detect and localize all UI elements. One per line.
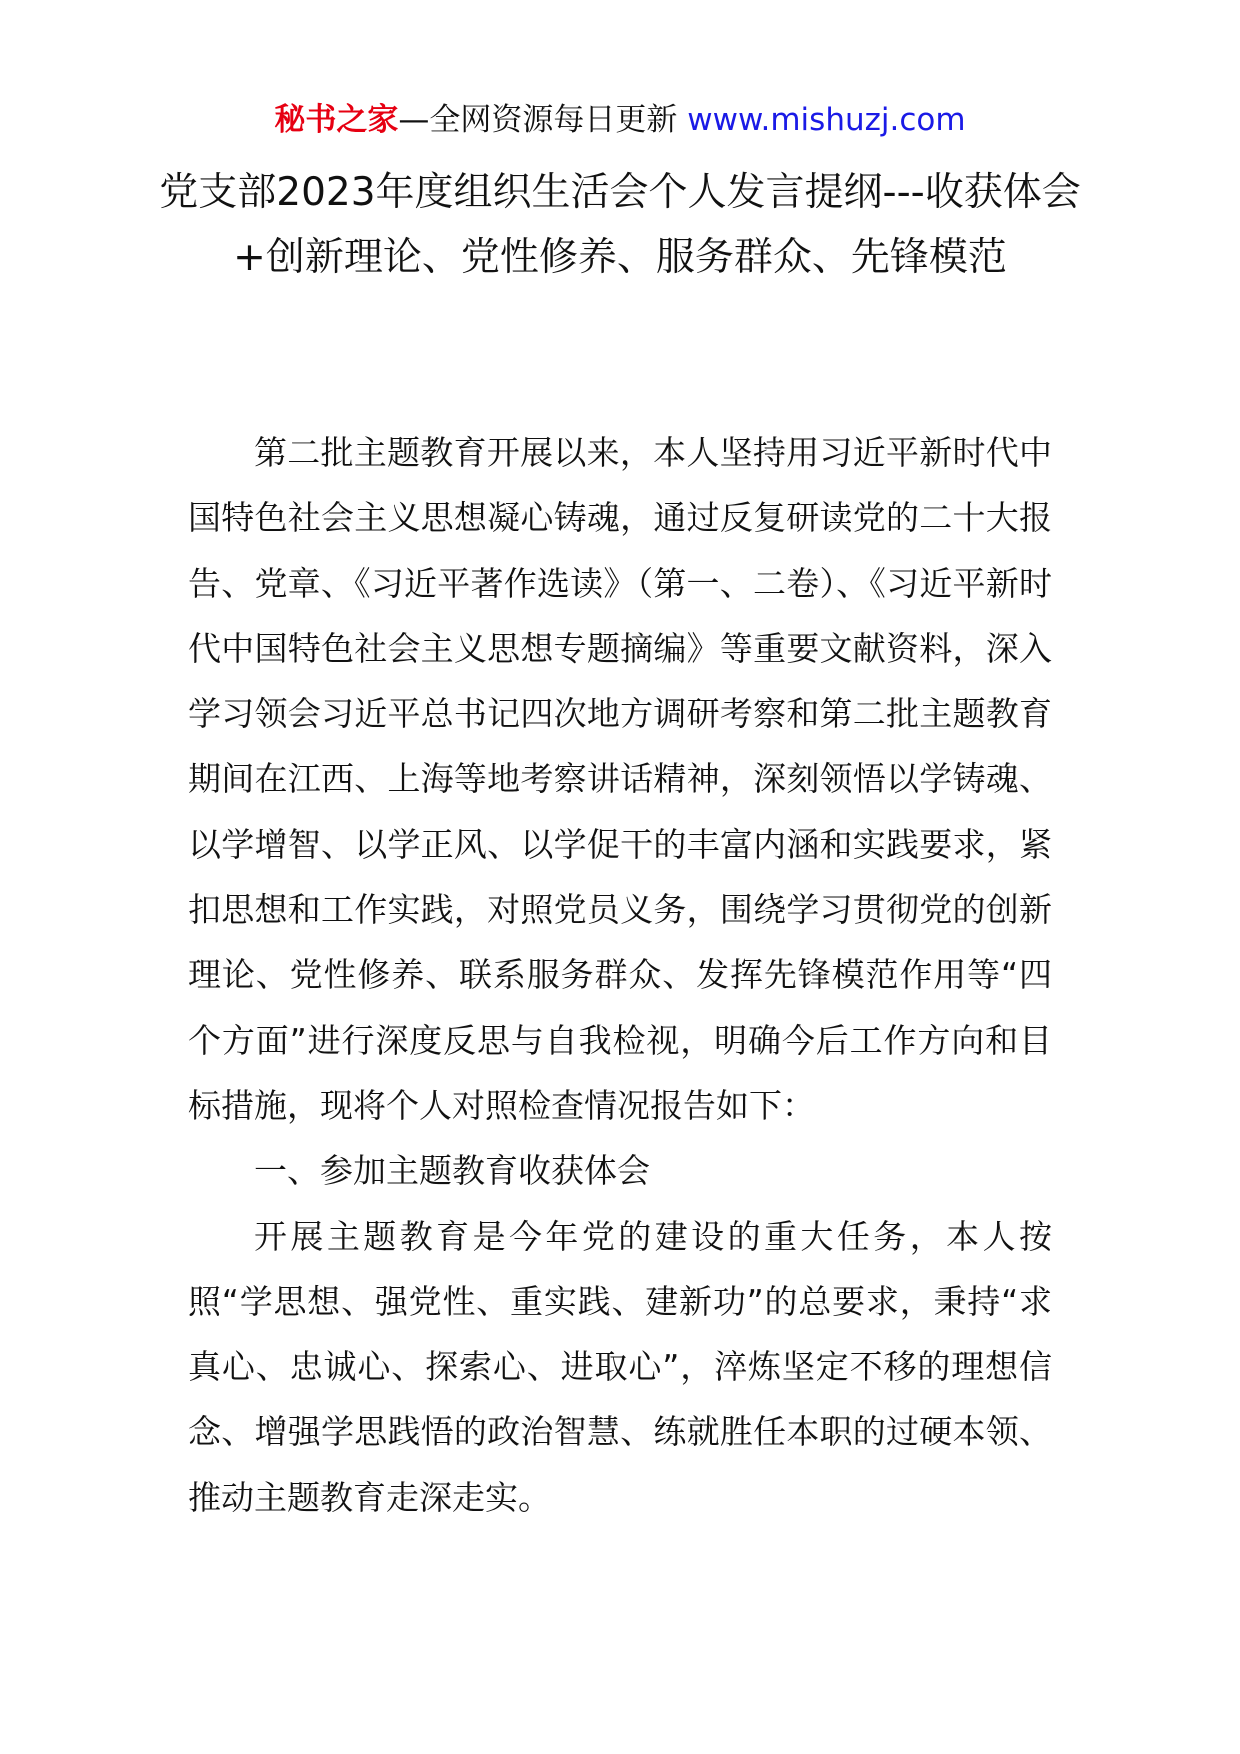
document-body (188, 420, 1052, 1530)
site-tagline: —全网资源每日更新 (398, 102, 688, 138)
intro-paragraph: 第二批主题教育开展以来，本人坚持用习近平新时代中国特色社会主义思想凝心铸魂，通过反复研读党的二十大报告、党章、《习近平著作选读》（第一、二卷）、《习近平新时代中国特色社会主义思想专题摘编》等重要文献资料，深入学习领会习近平总书记四次地方调研考察和第二批主题教育期间在江西、上海等地考察讲话精神，深刻领悟以学铸魂、以学增智、以学正风、以学促干的丰富内涵和实践要求，紧扣思想和工作实践，对照党员义务，围绕学习贯彻党的创新理论、党性修养、联系服务群众、发挥先锋模范作用等“四个方面”进行深度反思与自我检视，明确今后工作方向和目标措施，现将个人对照检查情况报告如下： (188, 433, 1052, 1125)
site-url-link[interactable]: www.mishuzj.com (687, 102, 966, 138)
document-title: 党支部2023年度组织生活会个人发言提纲---收获体会+创新理论、党性修养、服务群众、先锋模范 (159, 170, 1081, 280)
brand-name: 秘书之家 (274, 102, 399, 138)
section-heading-1: 一、参加主题教育收获体会 (254, 1151, 650, 1191)
section-1-paragraph: 开展主题教育是今年党的建设的重大任务，本人按照“学思想、强党性、重实践、建新功”的总要求，秉持“求真心、忠诚心、探索心、进取心”，淬炼坚定不移的理想信念、增强学思践悟的政治智慧、练就胜任本职的过硬本领、推动主题教育走深走实。 (188, 1216, 1052, 1517)
site-header (0, 98, 1240, 142)
